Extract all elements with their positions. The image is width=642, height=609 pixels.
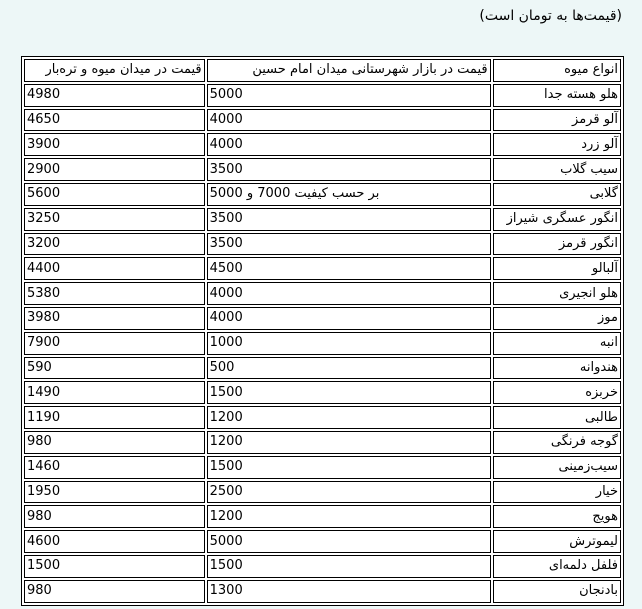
header-market-price: قیمت در بازار شهرستانی میدان امام حسین: [207, 59, 491, 82]
fruit-name-cell: آلو قرمز: [493, 109, 621, 132]
square-price-cell: 2900: [24, 158, 205, 181]
fruit-name-cell: بادنجان: [493, 580, 621, 603]
market-price-cell: 1500: [207, 381, 491, 404]
fruit-name-cell: هویج: [493, 505, 621, 528]
table-row: [24, 406, 621, 429]
market-price-cell: 4000: [207, 282, 491, 305]
square-price-cell: 980: [24, 431, 205, 454]
market-price-cell: 3500: [207, 158, 491, 181]
square-price-cell: 980: [24, 580, 205, 603]
market-price-cell: 1200: [207, 406, 491, 429]
square-price-cell: 1460: [24, 456, 205, 479]
table-header-row: [24, 59, 621, 82]
market-price-cell: 1500: [207, 555, 491, 578]
square-price-cell: 980: [24, 505, 205, 528]
fruit-name-cell: انگور عسگری شیراز: [493, 208, 621, 231]
market-price-cell: 1200: [207, 505, 491, 528]
market-price-cell: 3500: [207, 233, 491, 256]
square-price-cell: 5600: [24, 183, 205, 206]
market-price-cell: 5000: [207, 530, 491, 553]
table-row: [24, 282, 621, 305]
fruit-name-cell: طالبی: [493, 406, 621, 429]
market-price-cell: بر حسب کیفیت 7000 و 5000: [207, 183, 491, 206]
market-price-cell: 1200: [207, 431, 491, 454]
table-row: [24, 481, 621, 504]
fruit-name-cell: گوجه فرنگی: [493, 431, 621, 454]
market-price-cell: 500: [207, 357, 491, 380]
square-price-cell: 4400: [24, 257, 205, 280]
fruit-name-cell: انبه: [493, 332, 621, 355]
table-row: [24, 233, 621, 256]
market-price-cell: 4000: [207, 109, 491, 132]
fruit-name-cell: هلو هسته جدا: [493, 84, 621, 107]
square-price-cell: 1950: [24, 481, 205, 504]
table-row: [24, 530, 621, 553]
table-row: [24, 431, 621, 454]
market-price-cell: 4500: [207, 257, 491, 280]
square-price-cell: 3200: [24, 233, 205, 256]
fruit-name-cell: موز: [493, 307, 621, 330]
fruit-name-cell: گلابی: [493, 183, 621, 206]
table-row: [24, 580, 621, 603]
table-row: [24, 183, 621, 206]
table-row: [24, 133, 621, 156]
square-price-cell: 5380: [24, 282, 205, 305]
table-row: [24, 84, 621, 107]
market-price-cell: 3500: [207, 208, 491, 231]
table-row: [24, 109, 621, 132]
market-price-cell: 1500: [207, 456, 491, 479]
price-table-body: [24, 59, 621, 603]
fruit-name-cell: هلو انجیری: [493, 282, 621, 305]
square-price-cell: 4650: [24, 109, 205, 132]
table-row: [24, 257, 621, 280]
table-row: [24, 381, 621, 404]
market-price-cell: 2500: [207, 481, 491, 504]
square-price-cell: 3900: [24, 133, 205, 156]
square-price-cell: 4600: [24, 530, 205, 553]
table-row: [24, 307, 621, 330]
header-square-price: قیمت در میدان میوه و تره‌بار: [24, 59, 205, 82]
fruit-name-cell: لیموترش: [493, 530, 621, 553]
table-row: [24, 158, 621, 181]
fruit-name-cell: انگور قرمز: [493, 233, 621, 256]
square-price-cell: 1490: [24, 381, 205, 404]
fruit-name-cell: فلفل دلمه‌ای: [493, 555, 621, 578]
fruit-name-cell: خربزه: [493, 381, 621, 404]
market-price-cell: 1000: [207, 332, 491, 355]
table-row: [24, 357, 621, 380]
price-unit-note: (قیمت‌ها به تومان است): [479, 8, 622, 24]
fruit-name-cell: آلبالو: [493, 257, 621, 280]
table-row: [24, 505, 621, 528]
table-row: [24, 332, 621, 355]
table-row: [24, 555, 621, 578]
market-price-cell: 5000: [207, 84, 491, 107]
header-fruit-type: انواع میوه: [493, 59, 621, 82]
table-row: [24, 456, 621, 479]
price-table-container: [21, 56, 624, 606]
price-table: [22, 57, 623, 605]
square-price-cell: 3250: [24, 208, 205, 231]
square-price-cell: 4980: [24, 84, 205, 107]
fruit-name-cell: خیار: [493, 481, 621, 504]
fruit-name-cell: سیب‌زمینی: [493, 456, 621, 479]
fruit-name-cell: هندوانه: [493, 357, 621, 380]
market-price-cell: 4000: [207, 133, 491, 156]
table-row: [24, 208, 621, 231]
fruit-name-cell: سیب گلاب: [493, 158, 621, 181]
fruit-name-cell: آلو زرد: [493, 133, 621, 156]
square-price-cell: 1190: [24, 406, 205, 429]
market-price-cell: 4000: [207, 307, 491, 330]
square-price-cell: 590: [24, 357, 205, 380]
square-price-cell: 7900: [24, 332, 205, 355]
market-price-cell: 1300: [207, 580, 491, 603]
square-price-cell: 1500: [24, 555, 205, 578]
square-price-cell: 3980: [24, 307, 205, 330]
